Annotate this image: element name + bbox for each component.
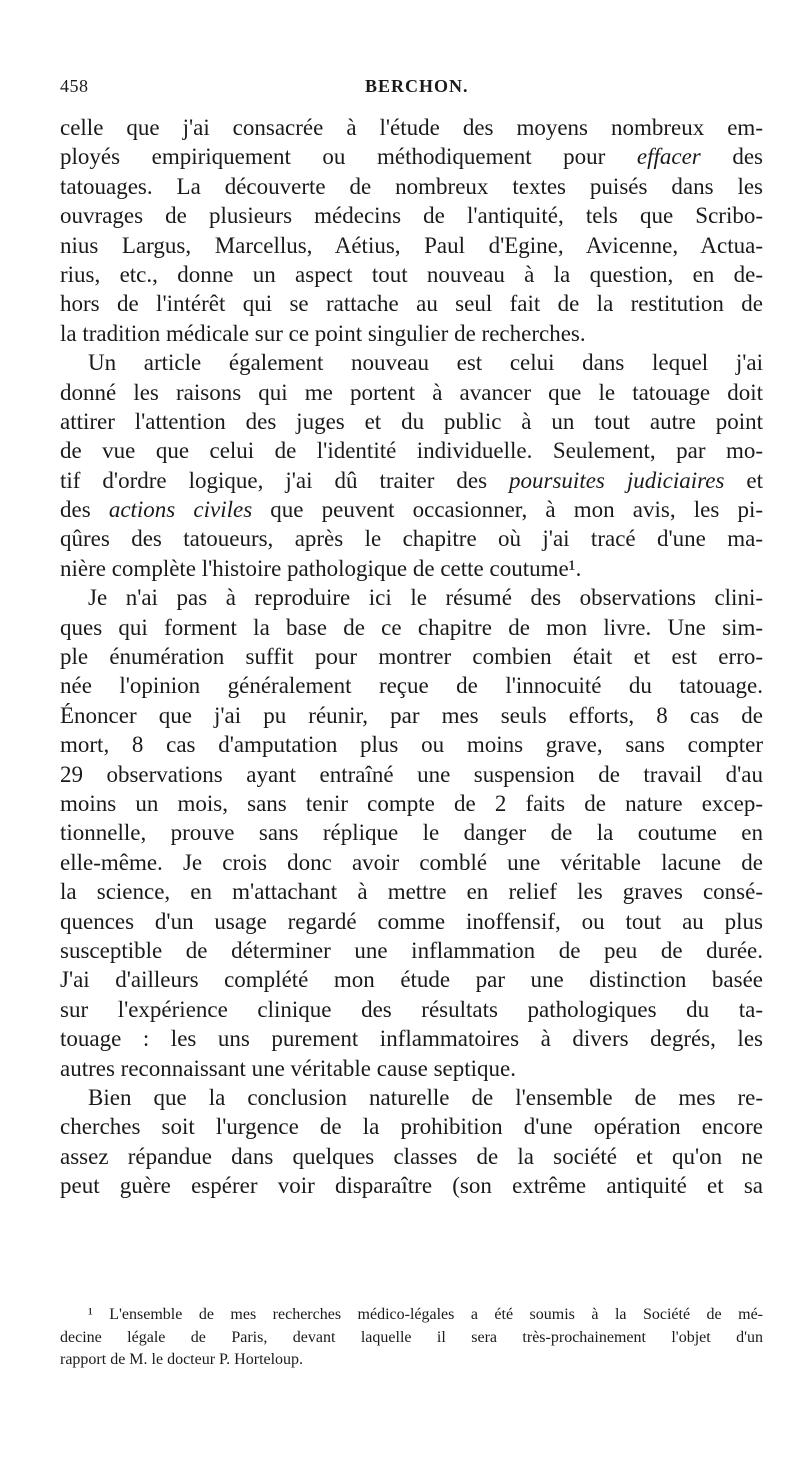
paragraph-start-line: Bien que la conclusion naturelle de l'ensemble de mes re- bbox=[88, 1084, 763, 1110]
footnote-line: decine légale de Paris, devant laquelle il sera très-prochainement l'objet d'un bbox=[60, 1328, 763, 1346]
footnote-block bbox=[60, 1304, 763, 1372]
text-line: elle-même. Je crois donc avoir comblé une véritable lacune de bbox=[60, 849, 763, 875]
text-line: née l'opinion généralement reçue de l'innocuité du tatouage. bbox=[60, 673, 763, 699]
text-line: mort, 8 cas d'amputation plus ou moins grave, sans compter bbox=[60, 732, 763, 758]
text-line: attirer l'attention des juges et du public à un tout autre point bbox=[60, 408, 763, 434]
text-line: qûres des tatoueurs, après le chapitre où j'ai tracé d'une ma- bbox=[60, 526, 763, 552]
page-header bbox=[60, 76, 760, 104]
text-line: nius Largus, Marcellus, Aétius, Paul d'Egine, Avicenne, Actua- bbox=[60, 232, 763, 258]
text-line: J'ai d'ailleurs complété mon étude par une distinction basée bbox=[60, 967, 763, 993]
footnote-line: rapport de M. le docteur P. Horteloup. bbox=[60, 1351, 304, 1368]
body-text bbox=[60, 113, 763, 1200]
text-line: la tradition médicale sur ce point singulier de recherches. bbox=[60, 320, 586, 346]
text-line: autres reconnaissant une véritable cause septique. bbox=[60, 1055, 516, 1081]
text-line: tatouages. La découverte de nombreux textes puisés dans les bbox=[60, 173, 763, 199]
text-line: moins un mois, sans tenir compte de 2 faits de nature excep- bbox=[60, 790, 763, 816]
paragraph-start-line: Un article également nouveau est celui dans lequel j'ai bbox=[88, 350, 763, 376]
paragraph-start-line: Je n'ai pas à reproduire ici le résumé des observations clini- bbox=[88, 585, 763, 611]
text-line: donné les raisons qui me portent à avancer que le tatouage doit bbox=[60, 379, 763, 405]
text-line: celle que j'ai consacrée à l'étude des moyens nombreux em- bbox=[60, 115, 763, 140]
text-line: susceptible de déterminer une inflammation de peu de durée. bbox=[60, 937, 763, 963]
text-line: 29 observations ayant entraîné une suspension de travail d'au bbox=[60, 761, 763, 787]
text-line: tif d'ordre logique, j'ai dû traiter des poursuites judiciaires et bbox=[60, 467, 764, 493]
text-line: ple énumération suffit pour montrer combien était et est erro- bbox=[60, 644, 763, 670]
text-line: Énoncer que j'ai pu réunir, par mes seuls efforts, 8 cas de bbox=[60, 702, 763, 728]
text-line: ouvrages de plusieurs médecins de l'antiquité, tels que Scribo- bbox=[60, 203, 763, 229]
text-line: de vue que celui de l'identité individuelle. Seulement, par mo- bbox=[60, 438, 763, 464]
page-number: 458 bbox=[60, 76, 89, 96]
text-line: quences d'un usage regardé comme inoffensif, ou tout au plus bbox=[60, 908, 763, 934]
text-line: rius, etc., donne un aspect tout nouveau à la question, en de- bbox=[60, 261, 763, 287]
text-line: assez répandue dans quelques classes de la société et qu'on ne bbox=[60, 1143, 763, 1169]
text-line: touage : les uns purement inflammatoires à divers degrés, les bbox=[60, 1026, 763, 1052]
text-line: sur l'expérience clinique des résultats pathologiques du ta- bbox=[60, 996, 763, 1022]
text-line: nière complète l'histoire pathologique de cette coutume¹. bbox=[60, 555, 582, 581]
text-line: ployés empiriquement ou méthodiquement pour effacer des bbox=[60, 144, 763, 170]
text-line: hors de l'intérêt qui se rattache au seul fait de la restitution de bbox=[60, 291, 763, 317]
footnote-line: ¹ L'ensemble de mes recherches médico-légales a été soumis à la Société de mé- bbox=[88, 1306, 763, 1323]
text-line: la science, en m'attachant à mettre en relief les graves consé- bbox=[60, 879, 763, 905]
text-line: des actions civiles que peuvent occasionner, à mon avis, les pi- bbox=[60, 497, 763, 523]
text-line: peut guère espérer voir disparaître (son extrême antiquité et sa bbox=[60, 1173, 763, 1199]
running-head: BERCHON. bbox=[365, 76, 469, 96]
text-line: tionnelle, prouve sans réplique le danger de la coutume en bbox=[60, 820, 763, 846]
text-line: ques qui forment la base de ce chapitre de mon livre. Une sim- bbox=[60, 614, 763, 640]
text-line: cherches soit l'urgence de la prohibition d'une opération encore bbox=[60, 1114, 763, 1140]
